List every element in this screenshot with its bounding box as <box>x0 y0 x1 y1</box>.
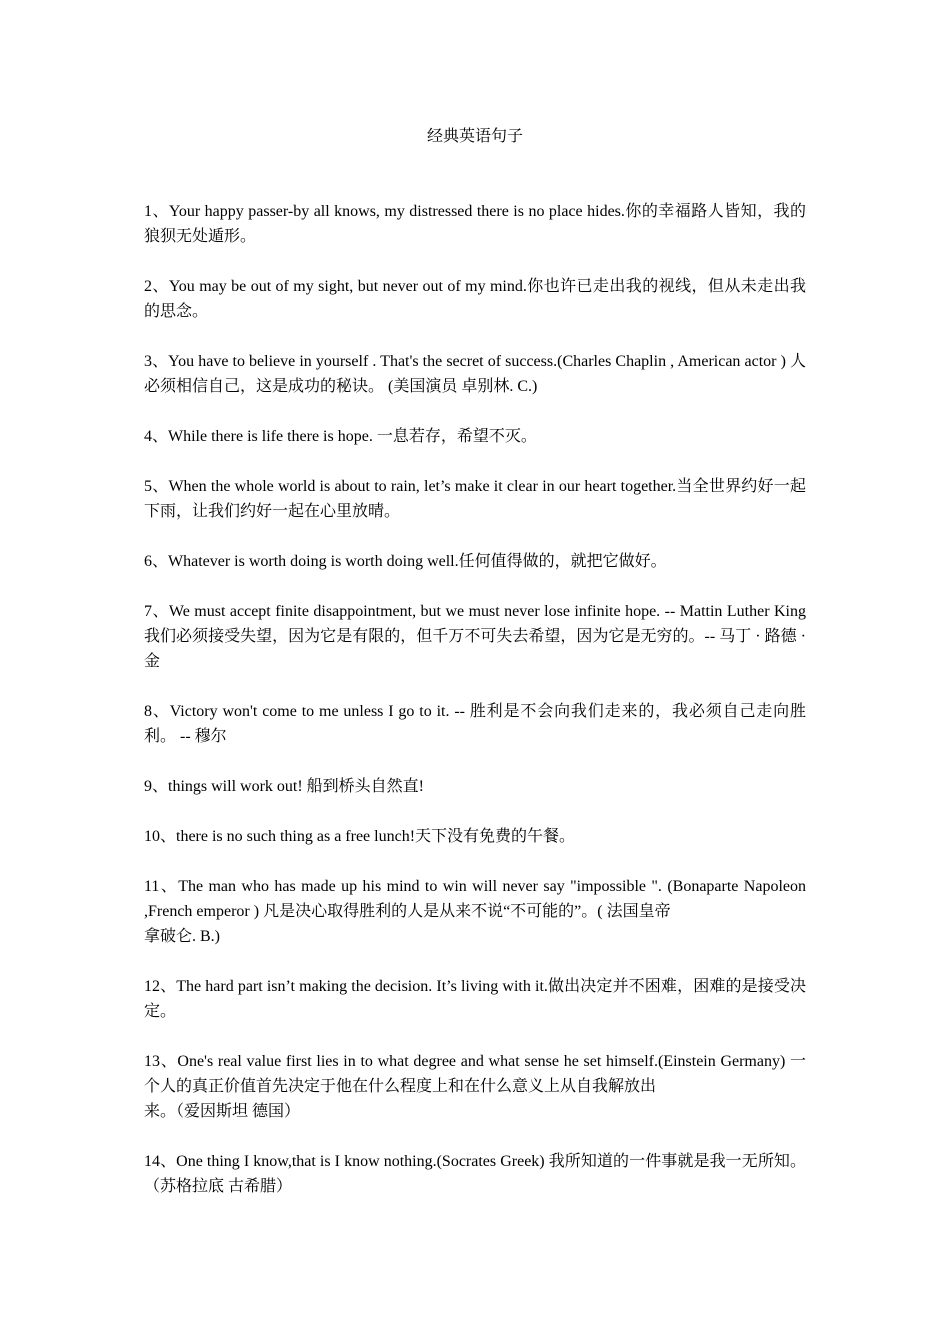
list-item <box>144 699 806 749</box>
entry-text: 13、One's real value first lies in to what degree and what sense he set himself.(Einstein Germany) 一个人的真正价值首先决定于他在什么程度上和在什么意义上从自我解放出 <box>144 1053 806 1095</box>
list-item <box>144 1049 806 1124</box>
entry-text: 9、things will work out! 船到桥头自然直! <box>144 778 424 795</box>
list-item <box>144 1149 806 1199</box>
entry-text-continued: 拿破仑. B.) <box>144 928 221 945</box>
entry-text: 14、One thing I know,that is I know nothing.(Socrates Greek) 我所知道的一件事就是我一无所知。（苏格拉底 古希腊） <box>144 1153 806 1195</box>
list-item <box>144 599 806 674</box>
list-item <box>144 424 806 449</box>
list-item <box>144 874 806 949</box>
entry-text: 12、The hard part isn’t making the decision. It’s living with it.做出决定并不困难，困难的是接受决定。 <box>144 978 806 1020</box>
list-item <box>144 274 806 324</box>
list-item <box>144 474 806 524</box>
entry-list <box>144 199 806 1224</box>
list-item <box>144 199 806 249</box>
entry-text: 8、Victory won't come to me unless I go to it. -- 胜利是不会向我们走来的，我必须自己走向胜利。 -- 穆尔 <box>144 703 806 745</box>
entry-text: 4、While there is life there is hope. 一息若存，希望不灭。 <box>144 428 537 445</box>
list-item <box>144 349 806 399</box>
list-item <box>144 824 806 849</box>
entry-text: 6、Whatever is worth doing is worth doing well.任何值得做的，就把它做好。 <box>144 553 667 570</box>
list-item <box>144 974 806 1024</box>
entry-text: 1、Your happy passer-by all knows, my distressed there is no place hides.你的幸福路人皆知，我的狼狈无处遁形。 <box>144 203 806 245</box>
entry-text: 5、When the whole world is about to rain, let’s make it clear in our heart together.当全世界约好一起下雨，让我们约好一起在心里放晴。 <box>144 478 806 520</box>
list-item <box>144 774 806 799</box>
entry-text-continued: 来。（爱因斯坦 德国） <box>144 1103 301 1120</box>
entry-text: 2、You may be out of my sight, but never out of my mind.你也许已走出我的视线，但从未走出我的思念。 <box>144 278 806 320</box>
entry-text: 10、there is no such thing as a free lunch!天下没有免费的午餐。 <box>144 828 576 845</box>
entry-text: 7、We must accept finite disappointment, but we must never lose infinite hope. -- Mattin Luther King 我们必须接受失望，因为它是有限的，但千万不可失去希望，因为它是无穷的。-- 马丁 · 路德 · 金 <box>144 603 806 670</box>
entry-text: 11、The man who has made up his mind to win will never say "impossible ". (Bonaparte Napoleon ,French emperor ) 凡是决心取得胜利的人是从来不说“不可能的”。( 法国皇帝 <box>144 878 807 920</box>
list-item <box>144 549 806 574</box>
entry-text: 3、You have to believe in yourself . That's the secret of success.(Charles Chaplin , American actor ) 人必须相信自己，这是成功的秘诀。 (美国演员 卓别林. C.) <box>144 353 806 395</box>
document-title: 经典英语句子 <box>426 128 523 145</box>
